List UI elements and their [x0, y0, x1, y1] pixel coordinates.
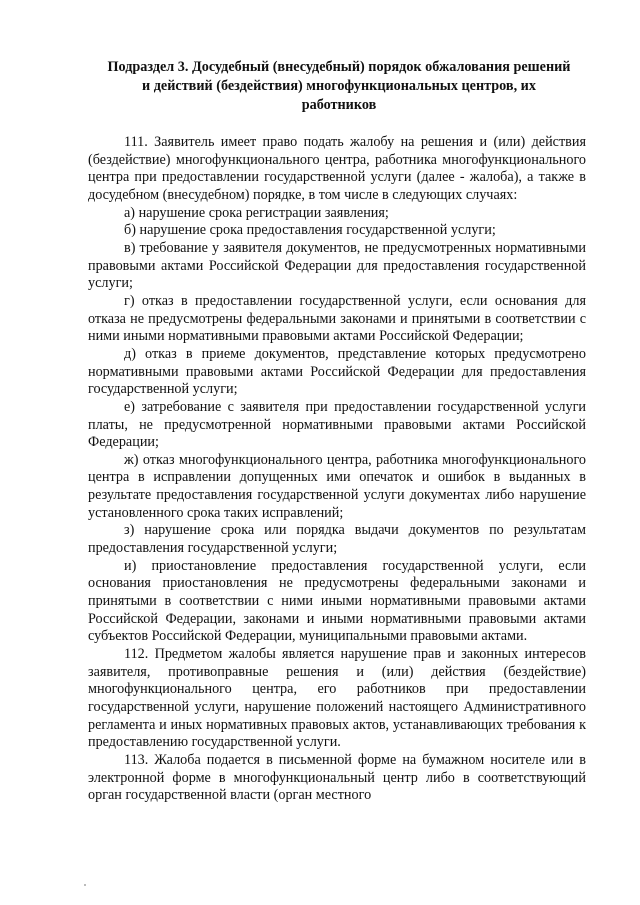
list-item-v: в) требование у заявителя документов, не предусмотренных нормативными правовыми актами Российской Федерации для предоставления государственной услуги;	[88, 239, 586, 292]
heading-line-2: и действий (бездействия) многофункциональных центров, их	[142, 78, 536, 94]
paragraph-111: 111. Заявитель имеет право подать жалобу на решения и (или) действия (бездействие) многофункционального центра, работника многофункционального центра при предоставлении государственной услуги (далее - жалоба), а также в досудебном (внесудебном) порядке, в том числе в следующих случаях:	[88, 134, 586, 203]
document-body	[88, 134, 586, 805]
list-item-zh: ж) отказ многофункционального центра, работника многофункционального центра в исправлении допущенных ими опечаток и ошибок в выданных в результате предоставления государственной услуги документах либо нарушение установленного срока таких исправлений;	[88, 451, 586, 521]
list-item-e: е) затребование с заявителя при предоставлении государственной услуги платы, не предусмотренной нормативными правовыми актами Российской Федерации;	[88, 398, 586, 451]
section-heading	[88, 58, 590, 115]
scan-speck	[84, 884, 86, 886]
list-item-a: а) нарушение срока регистрации заявления;	[124, 204, 389, 221]
paragraph-112: 112. Предметом жалобы является нарушение прав и законных интересов заявителя, противоправные решения и (или) действия (бездействие) многофункционального центра, его работников при предоставлении государственной услуги, нарушение положений настоящего Административного регламента и иных нормативных правовых актов, устанавливающих требования к предоставлению государственной услуги.	[88, 646, 586, 751]
list-item-d: д) отказ в приеме документов, представление которых предусмотрено нормативными правовыми актами Российской Федерации для предоставления государственной услуги;	[88, 345, 586, 398]
list-item-g: г) отказ в предоставлении государственной услуги, если основания для отказа не предусмотрены федеральными законами и принятыми в соответствии с ними иными нормативными правовыми актами Российской Федерации;	[88, 292, 586, 345]
list-item-z: з) нарушение срока или порядка выдачи документов по результатам предоставления государственной услуги;	[88, 522, 586, 557]
list-item-b: б) нарушение срока предоставления государственной услуги;	[124, 222, 496, 239]
paragraph-113: 113. Жалоба подается в письменной форме на бумажном носителе или в электронной форме в многофункциональный центр либо в соответствующий орган государственной власти (орган местного	[88, 751, 586, 804]
heading-line-3: работников	[301, 97, 377, 113]
heading-line-1: Подраздел 3. Досудебный (внесудебный) порядок обжалования решений	[107, 59, 571, 75]
list-item-i: и) приостановление предоставления государственной услуги, если основания приостановления не предусмотрены федеральными законами и принятыми в соответствии с ними иными нормативными правовыми актами Российской Федерации, законами и иными нормативными правовыми актами субъектов Российской Федерации, муниципальными правовыми актами.	[88, 557, 586, 645]
